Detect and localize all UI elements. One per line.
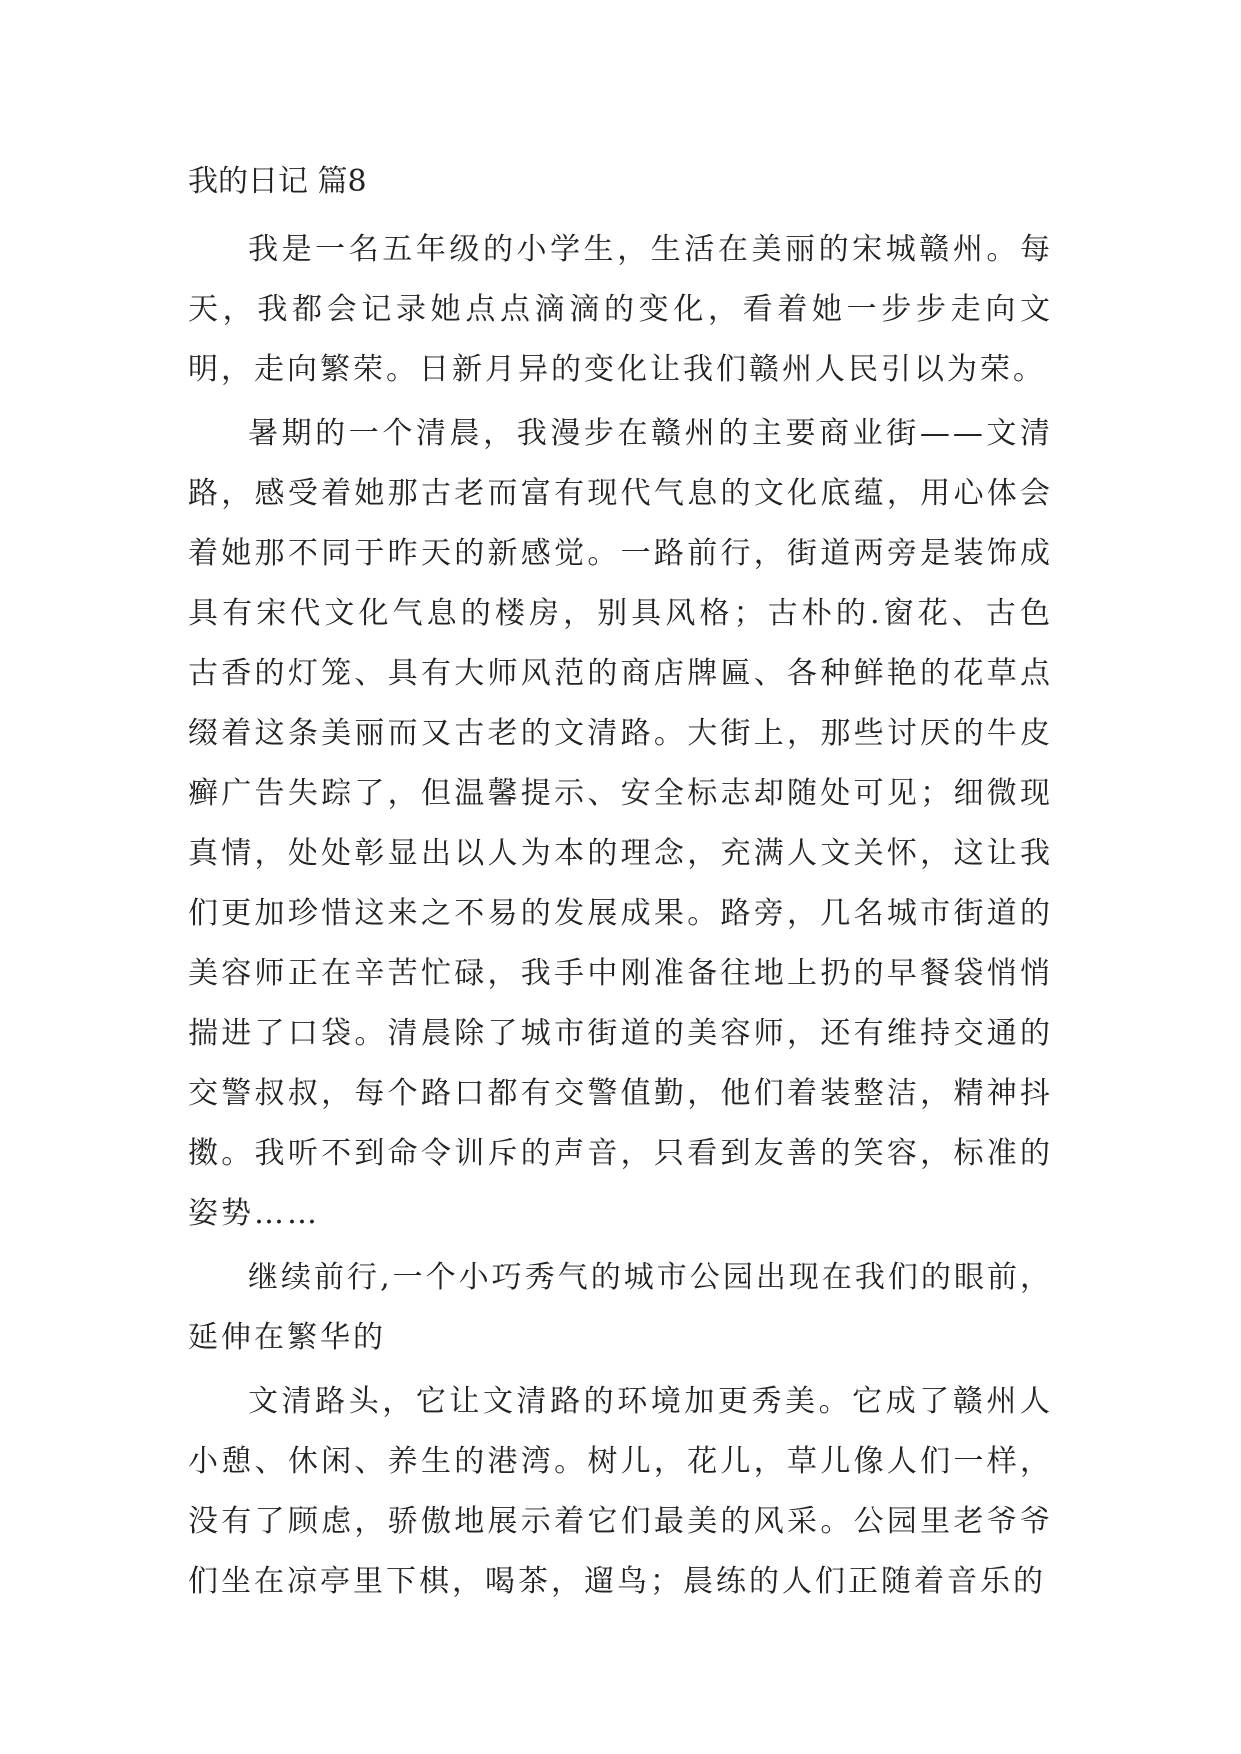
document-title: 我的日记 篇8 xyxy=(188,164,367,199)
paragraph-3: 继续前行,一个小巧秀气的城市公园出现在我们的眼前，延伸在繁华的 xyxy=(188,1260,1053,1355)
paragraph-2: 暑期的一个清晨，我漫步在赣州的主要商业街——文清路，感受着她那古老而富有现代气息的文化底蕴，用心体会着她那不同于昨天的新感觉。一路前行，街道两旁是装饰成具有宋代文化气息的楼房，别具风格；古朴的.窗花、古色古香的灯笼、具有大师风范的商店牌匾、各种鲜艳的花草点缀着这条美丽而又古老的文清路。大街上，那些讨厌的牛皮癣广告失踪了，但温馨提示、安全标志却随处可见；细微现真情，处处彰显出以人为本的理念，充满人文关怀，这让我们更加珍惜这来之不易的发展成果。路旁，几名城市街道的美容师正在辛苦忙碌，我手中刚准备往地上扔的早餐袋悄悄揣进了口袋。清晨除了城市街道的美容师，还有维持交通的交警叔叔，每个路口都有交警值勤，他们着装整洁，精神抖擞。我听不到命令训斥的声音，只看到友善的笑容，标准的姿势…… xyxy=(188,416,1053,1231)
paragraph-4: 文清路头，它让文清路的环境加更秀美。它成了赣州人小憩、休闲、养生的港湾。树儿，花儿，草儿像人们一样，没有了顾虑，骄傲地展示着它们最美的风采。公园里老爷爷们坐在凉亭里下棋，喝茶，遛鸟；晨练的人们正随着音乐的 xyxy=(188,1384,1053,1599)
paragraph-1: 我是一名五年级的小学生，生活在美丽的宋城赣州。每天，我都会记录她点点滴滴的变化，看着她一步步走向文明，走向繁荣。日新月异的变化让我们赣州人民引以为荣。 xyxy=(188,232,1053,387)
document-body xyxy=(188,162,1053,1612)
